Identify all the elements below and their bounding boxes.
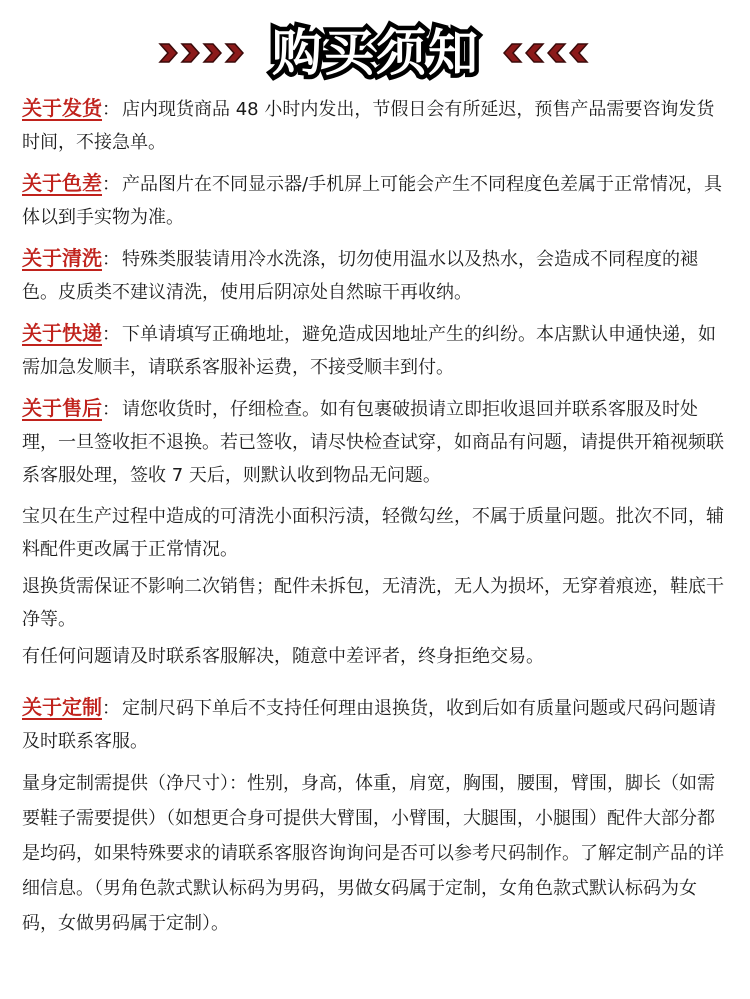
section-label-shipping: 关于发货 — [22, 96, 102, 120]
after-sales-note: 有任何问题请及时联系客服解决，随意中差评者，终身拒绝交易。 — [22, 646, 544, 667]
left-arrow-decoration — [158, 42, 245, 64]
chevron-left-icon — [568, 42, 589, 64]
page-title: 购买须知 — [272, 24, 480, 82]
section-text-washing: 特殊类服装请用冷水洗涤，切勿使用温水以及热水，会造成不同程度的褪色。皮质类不建议清洗，使用后阴凉处自然晾干再收纳。 — [22, 249, 698, 303]
label-colon: ： — [102, 698, 120, 719]
section-label-after-sales: 关于售后 — [22, 396, 102, 420]
after-sales-section — [22, 392, 732, 492]
chevron-right-icon — [202, 42, 223, 64]
chevron-right-icon — [158, 42, 179, 64]
label-colon: ： — [102, 249, 120, 270]
header — [0, 18, 750, 88]
right-arrow-decoration — [502, 42, 589, 64]
color-section — [22, 167, 732, 234]
section-label-express: 关于快递 — [22, 321, 102, 345]
label-colon: ： — [102, 99, 120, 120]
after-sales-note: 退换货需保证不影响二次销售；配件未拆包，无清洗，无人为损坏，无穿着痕迹，鞋底干净等。 — [22, 576, 724, 630]
shipping-section — [22, 92, 732, 159]
express-section — [22, 317, 732, 384]
notice-content — [22, 92, 732, 945]
chevron-right-icon — [180, 42, 201, 64]
section-text-shipping: 店内现货商品 48 小时内发出，节假日会有所延迟，预售产品需要咨询发货时间，不接急单。 — [22, 99, 715, 153]
chevron-left-icon — [502, 42, 523, 64]
chevron-left-icon — [546, 42, 567, 64]
custom-note: 量身定制需提供（净尺寸）：性别，身高，体重，肩宽，胸围，腰围，臂围，脚长（如需要鞋子需要提供）（如想更合身可提供大臂围，小臂围，大腿围，小腿围）配件大部分都是均码，如果特殊要求的请联系客服咨询询问是否可以参考尺码制作。了解定制产品的详细信息。（男角色款式默认标码为男码，男做女码属于定制，女角色款式默认标码为女码，女做男码属于定制）。 — [22, 773, 724, 934]
section-text-express: 下单请填写正确地址，避免造成因地址产生的纠纷。本店默认申通快递，如需加急发顺丰，请联系客服补运费，不接受顺丰到付。 — [22, 324, 716, 378]
section-label-custom: 关于定制 — [22, 695, 102, 719]
label-colon: ： — [102, 174, 120, 195]
section-text-color: 产品图片在不同显示器/手机屏上可能会产生不同程度色差属于正常情况，具体以到手实物为准。 — [22, 174, 723, 228]
section-text-after-sales: 请您收货时，仔细检查。如有包裹破损请立即拒收退回并联系客服及时处理，一旦签收拒不退换。若已签收，请尽快检查试穿，如商品有问题，请提供开箱视频联系客服处理，签收 7 天后，则默认收到物品无问题。 — [22, 399, 724, 486]
washing-section — [22, 242, 732, 309]
section-label-color: 关于色差 — [22, 171, 102, 195]
label-colon: ： — [102, 324, 120, 345]
custom-section — [22, 691, 732, 758]
chevron-left-icon — [524, 42, 545, 64]
section-label-washing: 关于清洗 — [22, 246, 102, 270]
label-colon: ： — [102, 399, 120, 420]
after-sales-note: 宝贝在生产过程中造成的可清洗小面积污渍，轻微勾丝，不属于质量问题。批次不同，辅料配件更改属于正常情况。 — [22, 506, 724, 560]
section-text-custom: 定制尺码下单后不支持任何理由退换货，收到后如有质量问题或尺码问题请及时联系客服。 — [22, 698, 716, 752]
chevron-right-icon — [224, 42, 245, 64]
